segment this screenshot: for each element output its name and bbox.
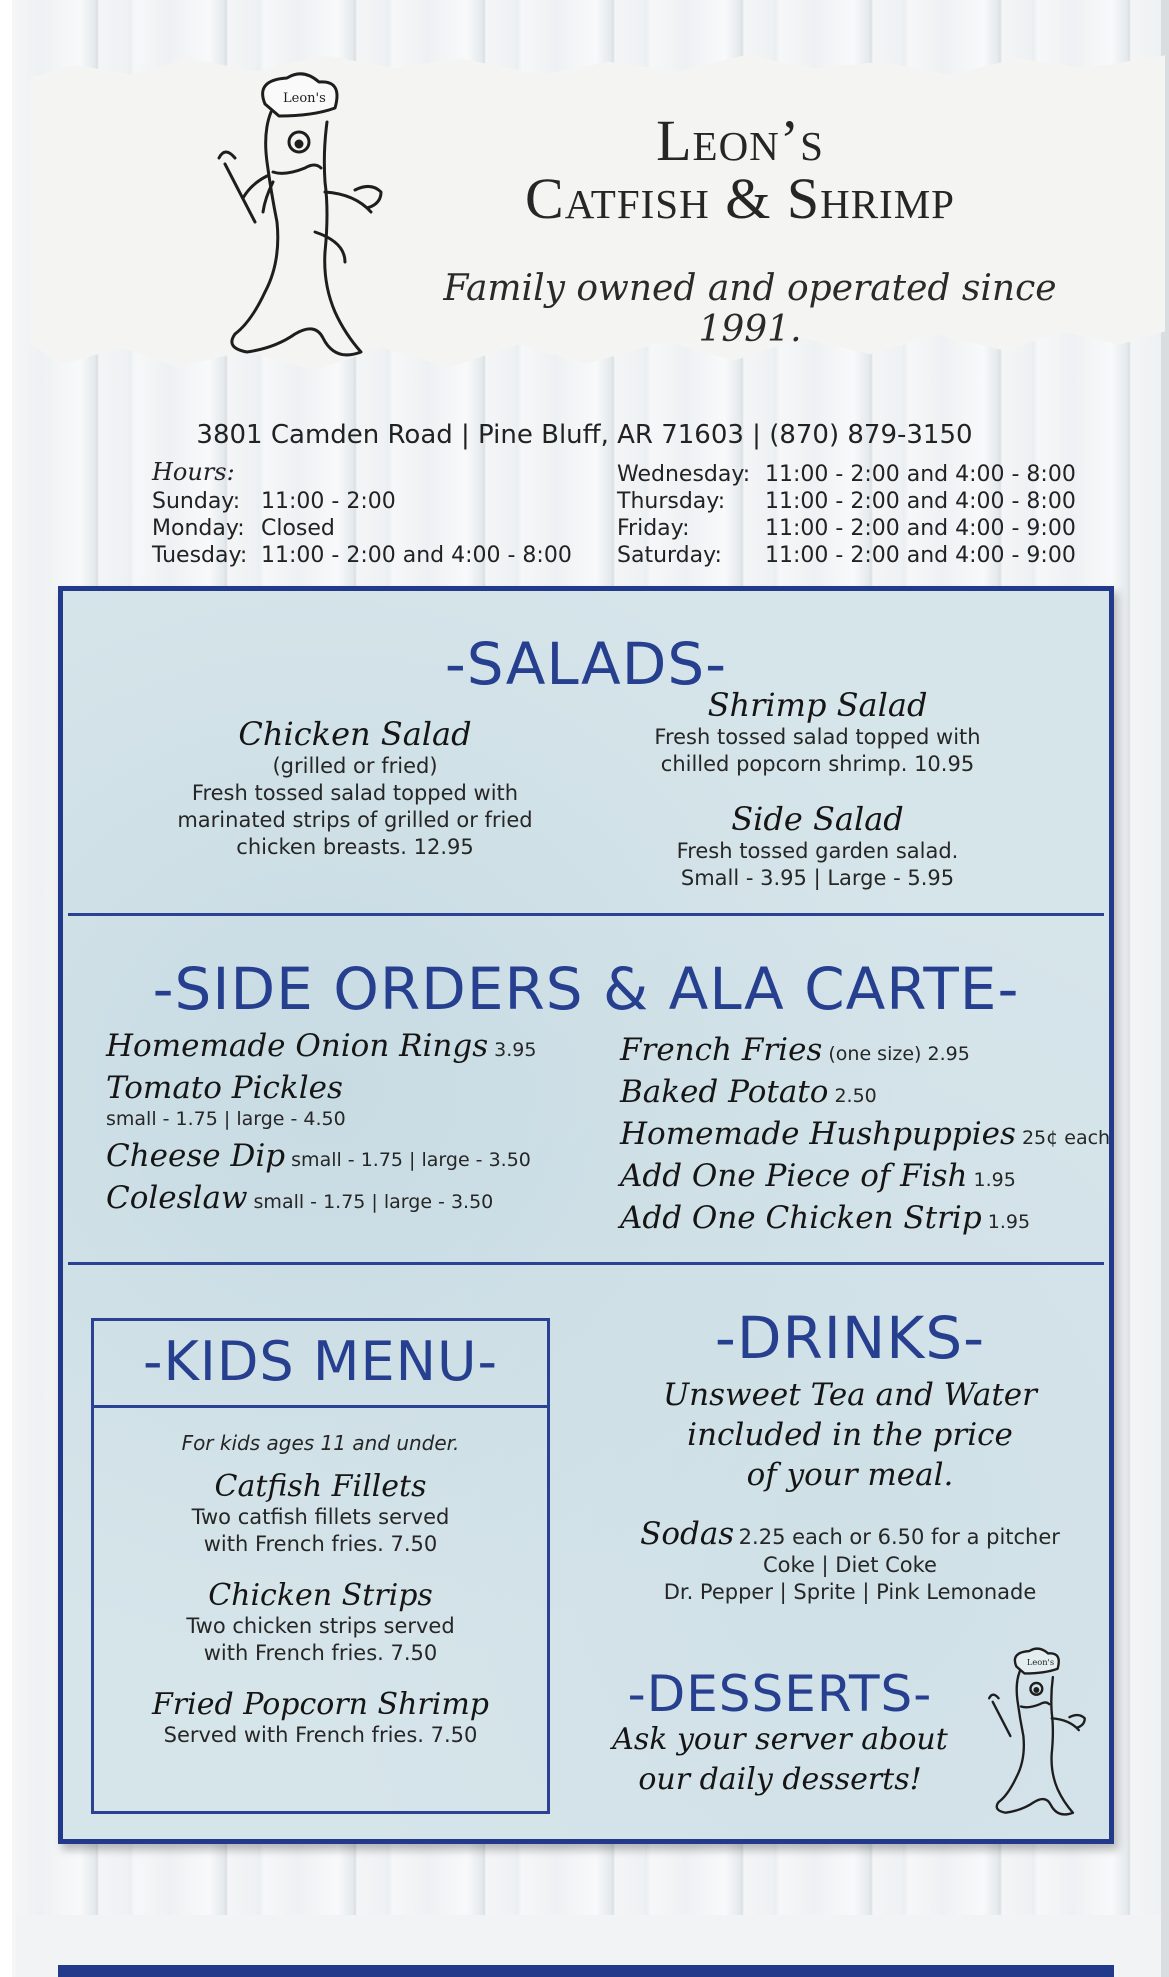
hours-row [617,515,1076,542]
kids-note: For kids ages 11 and under. [181,1431,460,1455]
hours-right-column [617,461,1076,569]
page-edge-left [0,0,12,1977]
hours-time: 11:00 - 2:00 and 4:00 - 8:00 [765,489,1076,514]
restaurant-name [440,108,1040,231]
brand-line-1: Leon’s [656,108,824,173]
chicken-salad-desc-3: chicken breasts. 12.95 [236,835,474,859]
kids-strips-desc-1: Two chicken strips served [186,1614,455,1638]
catfish-chef-mascot-small-image [975,1645,1093,1830]
sodas-price: 2.25 each or 6.50 for a pitcher [738,1525,1060,1549]
item-name: Homemade Hushpuppies [620,1116,1016,1152]
sodas-list-1: Coke | Diet Coke [763,1553,937,1577]
side-item-onion-rings [106,1028,536,1064]
chicken-salad-item [160,715,550,861]
hours-time: 11:00 - 2:00 and 4:00 - 8:00 [765,462,1076,487]
desserts-text [580,1720,980,1800]
brand-line-2: Catfish & Shrimp [525,166,955,231]
hours-day: Wednesday: [617,462,751,487]
side-item-hushpuppies [620,1116,1110,1152]
hours-title: Hours: [152,458,235,486]
sides-divider [68,1262,1104,1265]
side-salad-desc-2: Small - 3.95 | Large - 5.95 [680,866,955,890]
kids-popcorn-desc-1: Served with French fries. 7.50 [163,1723,478,1747]
item-price: 3.95 [494,1039,537,1061]
shrimp-salad-desc-1: Fresh tossed salad topped with [654,725,981,749]
hours-row [152,542,572,569]
chicken-salad-desc-2: marinated strips of grilled or fried [177,808,533,832]
item-price: 1.95 [987,1211,1031,1233]
hours-time: Closed [261,516,335,541]
side-orders-title: -SIDE ORDERS & ALA CARTE- [152,955,1020,1023]
hours-row [617,488,1076,515]
hours-left-column [152,488,572,569]
salads-divider [68,913,1104,916]
address-line: 3801 Camden Road | Pine Bluff, AR 71603 | (870) 879-3150 [196,420,973,450]
shrimp-salad-item [620,686,1015,778]
hours-time: 11:00 - 2:00 and 4:00 - 8:00 [261,543,572,568]
hours-day: Thursday: [617,489,726,514]
side-salad-item [620,800,1015,892]
kids-popcorn-name: Fried Popcorn Shrimp [151,1687,489,1722]
kids-menu-title: -KIDS MENU- [143,1330,498,1393]
side-item-french-fries [620,1032,970,1068]
mascot-hat-text: Leon's [283,91,326,106]
shrimp-salad-desc-2: chilled popcorn shrimp. 10.95 [660,752,975,776]
kids-catfish-name: Catfish Fillets [214,1469,427,1504]
sodas-list-2: Dr. Pepper | Sprite | Pink Lemonade [663,1580,1037,1604]
item-name: Cheese Dip [106,1138,286,1174]
kids-strips-name: Chicken Strips [208,1578,433,1613]
item-price: (one size) 2.95 [828,1043,970,1065]
side-item-coleslaw [106,1180,493,1216]
side-item-baked-potato [620,1074,877,1110]
hours-row [617,542,1076,569]
item-price: 1.95 [973,1169,1016,1191]
chicken-salad-sub: (grilled or fried) [272,754,438,778]
hours-time: 11:00 - 2:00 [261,489,396,514]
desserts-title: -DESSERTS- [627,1665,933,1723]
hours-day: Monday: [152,516,245,541]
hours-day: Saturday: [617,543,722,568]
salads-title: -SALADS- [444,630,728,698]
shrimp-salad-name: Shrimp Salad [707,686,928,724]
drinks-line-3: of your meal. [746,1457,954,1493]
item-name: Add One Piece of Fish [620,1158,968,1194]
drinks-line-2: included in the price [687,1417,1013,1453]
hours-time: 11:00 - 2:00 and 4:00 - 9:00 [765,543,1076,568]
item-price: 25¢ each [1021,1127,1111,1149]
side-item-fish-piece [620,1158,1016,1194]
item-name: Tomato Pickles [106,1070,343,1106]
next-page-board-edge [58,1965,1114,1977]
chicken-salad-name: Chicken Salad [238,715,472,753]
side-item-chicken-strip [620,1200,1030,1236]
item-price: small - 1.75 | large - 3.50 [253,1191,494,1213]
hours-day: Sunday: [152,489,241,514]
kids-menu-items [91,1430,550,1749]
kids-menu-divider [91,1405,550,1408]
item-name: Coleslaw [106,1180,248,1216]
hours-day: Friday: [617,516,690,541]
side-salad-desc-1: Fresh tossed garden salad. [676,839,959,863]
side-item-tomato-pickles-price: small - 1.75 | large - 4.50 [106,1108,346,1130]
drinks-included [600,1375,1100,1495]
hours-day: Tuesday: [152,543,248,568]
sodas-item [600,1516,1100,1606]
kids-catfish-desc-1: Two catfish fillets served [191,1505,450,1529]
drinks-title: -DRINKS- [714,1304,986,1372]
hours-row [617,461,1076,488]
item-name: Baked Potato [620,1074,829,1110]
side-item-cheese-dip [106,1138,531,1174]
desserts-line-1: Ask your server about [612,1722,948,1757]
hours-time: 11:00 - 2:00 and 4:00 - 9:00 [765,516,1076,541]
mascot-small-hat-text: Leon's [1026,1657,1055,1668]
catfish-chef-mascot-image [195,72,395,377]
kids-strips-desc-2: with French fries. 7.50 [203,1641,438,1665]
item-name: Homemade Onion Rings [106,1028,489,1064]
hours-row [152,488,572,515]
sodas-name: Sodas [640,1516,735,1552]
desserts-line-2: our daily desserts! [638,1762,922,1797]
item-price: small - 1.75 | large - 3.50 [291,1149,531,1171]
kids-catfish-desc-2: with French fries. 7.50 [203,1532,438,1556]
drinks-line-1: Unsweet Tea and Water [663,1377,1037,1413]
side-salad-name: Side Salad [731,800,904,838]
item-price: 2.50 [834,1085,877,1107]
hours-row [152,515,572,542]
sodas-line [600,1516,1100,1552]
tagline: Family owned and operated since 1991. [443,268,1057,350]
chicken-salad-desc-1: Fresh tossed salad topped with [191,781,519,805]
item-name: Add One Chicken Strip [620,1200,982,1236]
side-item-tomato-pickles [106,1070,343,1106]
item-name: French Fries [620,1032,823,1068]
